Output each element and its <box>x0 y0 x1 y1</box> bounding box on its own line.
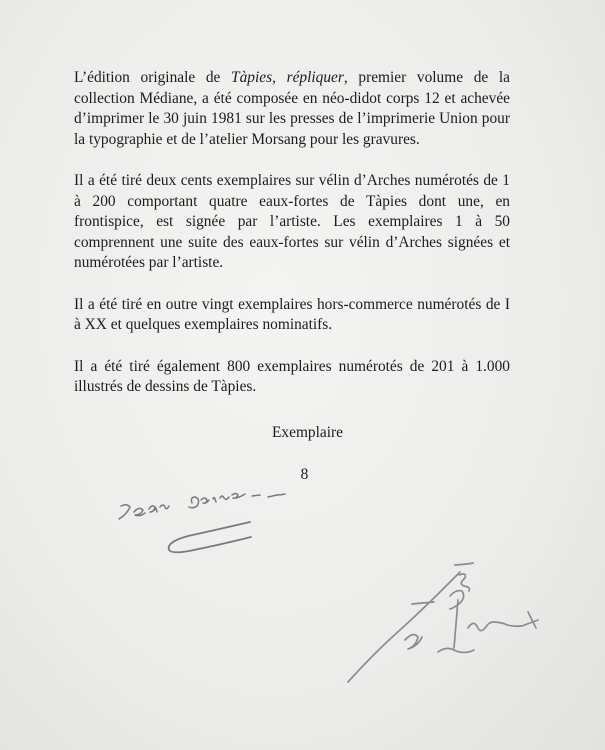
edition-text-start: L’édition originale de <box>74 69 232 86</box>
title-separator: , <box>272 69 287 86</box>
colophon-paragraph-hors-commerce: Il a été tiré en outre vingt exemplaires hors-commerce numérotés de I à XX et quelques exemplaires nominatifs. <box>74 295 510 333</box>
colophon-paragraph-illustrated: Il a été tiré également 800 exemplaires numérotés de 201 à 1.000 illustrés de dessins de Tàpies. <box>74 357 510 395</box>
colophon-paragraph-arches: Il a été tiré deux cents exemplaires sur vélin d’Arches numérotés de 1 à 200 comportant quatre eaux-fortes de Tàpies dont une, en frontispice, est signée par l’artiste. Les exemplaires 1 à 50 comprennent une suite des eaux-fortes sur vélin d’Arches signées et numérotées par l’artiste. <box>74 172 510 271</box>
exemplaire-number: 8 <box>300 466 309 483</box>
book-title-repliquer: répliquer <box>286 69 344 86</box>
book-title-tapies: Tàpies <box>231 69 273 86</box>
exemplaire-label: Exemplaire <box>272 424 343 441</box>
edition-text-end: , premier volume de la collection Médiane, a été composée en néo-didot corps 12 et achevée d’imprimer le 30 juin 1981 sur les presses de l’imprimerie Union pour la typographie et de l’atelier Morsang pour les gravures. <box>74 69 510 148</box>
